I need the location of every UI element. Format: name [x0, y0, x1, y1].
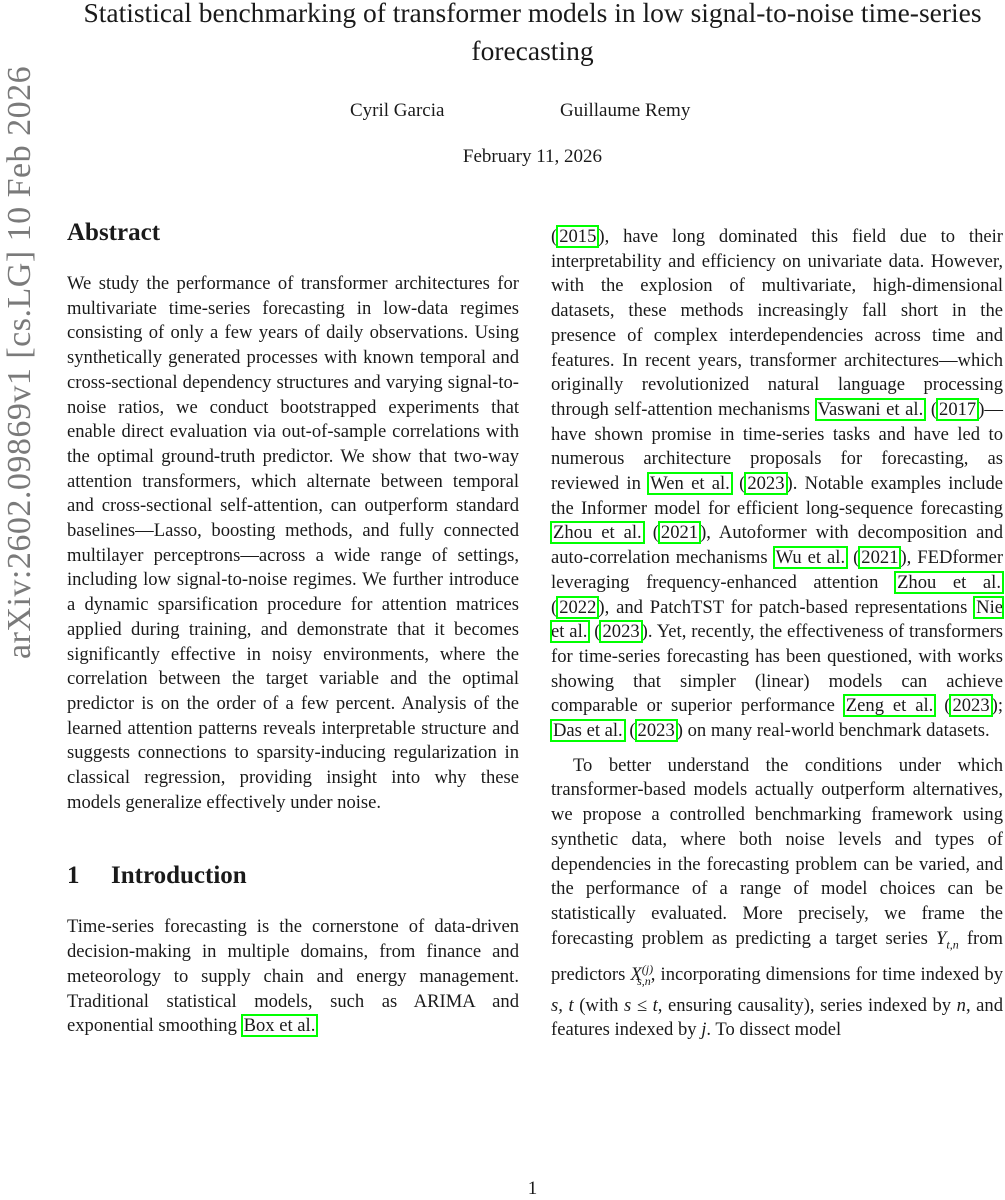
section-number: 1: [67, 862, 80, 890]
text-run: ), FEDformer leveraging frequency-enhanced attention: [551, 547, 1004, 593]
intro-paragraph: [67, 915, 519, 1039]
text-run: );: [991, 695, 1003, 717]
text-run: Time-series forecasting is the cornerstone of data-driven decision-making in multiple domains, from finance and meteorology to supply chain and energy management. Traditional statistical models, such as ARIMA and exponential smoothing: [67, 916, 519, 1037]
text-run: (with: [573, 994, 625, 1016]
citation-year-link[interactable]: 2015: [559, 226, 597, 247]
section-heading: [67, 861, 519, 891]
intro-paragraph-continued: ( 2015 ), have long dominated this field due to their interpretability and efficiency on univariate data. However, with the explosion of multivariate, high-dimensional datasets, these methods increasingly fall short in the presence of complex interdependencies across time and features. In recent years, transformer architectures—which originally revolutionized natural language processing through self-attention mechanisms Vaswani et al. ( 2017 )—have shown promise in time-series tasks and have led to numerous architecture proposals for forecasting, as reviewed in Wen et al. ( 2023 ). Notable examples include the Informer model for efficient long-sequence forecasting Zhou et al. ( 2021 ), Autoformer with decomposition and auto-correlation mechanisms Wu et al. ( 2021 ), FEDformer leveraging frequency-enhanced attention Zhou et al. ( 2022 ), and PatchTST for patch-based representations Nie et al. ( 2023 ). Yet, recently, the effectiveness of transformers for time-series forecasting has been questioned, with works showing that simpler (linear) models can achieve comparable or superior performance Zeng et al. ( 2023 ); Das et al. ( 2023 ) on many real-world benchmark datasets.: [551, 226, 1004, 742]
citation-year-link[interactable]: 2023: [637, 720, 675, 742]
text-run: , and features indexed by: [551, 994, 1004, 1041]
citation-link[interactable]: Zeng et al.: [845, 695, 934, 717]
math-st: s, t: [551, 994, 574, 1016]
abstract-text: We study the performance of transformer architectures for multivariate time-series forecasting in low-data regimes consisting of only a few years of daily observations. Using synthetically generated processes with known temporal and cross-sectional dependency structures and varying signal-to-noise ratios, we conduct bootstrapped experiments that enable direct evaluation via out-of-sample correlations with the optimal ground-truth predictor. We show that two-way attention transformers, which alternate between temporal and cross-sectional self-attention, can outperform standard baselines—Lasso, boosting methods, and fully connected multilayer perceptrons—across a wide range of settings, including low signal-to-noise regimes. We further introduce a dynamic sparsification procedure for attention matrices applied during training, and demonstrate that it becomes significantly effective in noisy environments, where the correlation between the target variable and the optimal predictor is on the order of a few percent. Analysis of the learned attention patterns reveals interpretable structure and suggests connections to sparsity-inducing regularization in classical regression, providing insight into why these models generalize effectively under noise.: [67, 273, 519, 813]
citation-link[interactable]: Zhou et al.: [897, 571, 1001, 593]
text-run: ). Notable examples include the Informer model for efficient long-sequence forecasting: [551, 473, 1004, 519]
paper-title: Statistical benchmarking of transformer models in low signal-to-noise time-series forecasting: [83, 0, 982, 66]
citation-year-link[interactable]: 2023: [747, 473, 785, 495]
math-n: n: [956, 994, 966, 1016]
math-x: $X^{(j)}_{s,n}$: [630, 962, 654, 989]
text-run: from predictors: [551, 927, 1003, 986]
math-j: j: [701, 1019, 707, 1041]
math-s-le-t: s ≤ t: [624, 994, 658, 1016]
author-list: [350, 100, 691, 122]
page-number: 1: [527, 1178, 538, 1199]
math-y: $Y_{t,n}$: [936, 927, 959, 952]
text-run: )—have shown promise in time-series tasks and have led to numerous architecture proposals for forecasting, as reviewed in: [551, 398, 1003, 495]
author-name: Guillaume Remy: [560, 100, 691, 121]
citation-link[interactable]: Wu et al.: [775, 547, 846, 569]
citation-link[interactable]: Box et al.: [243, 1015, 316, 1037]
right-column: [551, 225, 1003, 1043]
text-run: . To dissect model: [706, 1019, 842, 1041]
text-run: ), have long dominated this field due to their interpretability and efficiency on univariate data. However, with the explosion of multivariate, high-dimensional datasets, these methods increasingly fall short in the presence of complex interdependencies across time and features. In recent years, transformer architectures—which originally revolutionized natural language processing through self-attention mechanisms: [551, 226, 1003, 420]
text-run: ), Autoformer with decomposition and auto-correlation mechanisms: [551, 522, 1004, 569]
section-title: Introduction: [111, 862, 247, 890]
text-run: ) on many real-world benchmark datasets.: [676, 720, 990, 742]
citation-year-link[interactable]: 2023: [952, 695, 990, 717]
citation-year-link[interactable]: 2022: [559, 596, 597, 618]
text-run: ). Yet, recently, the effectiveness of transformers for time-series forecasting has been questioned, with works showing that simpler (linear) models can achieve comparable or superior performance: [551, 621, 1004, 717]
citation-link[interactable]: Das et al.: [553, 720, 623, 742]
left-column: [67, 218, 519, 1039]
intro-paragraph: [551, 754, 1003, 1043]
citation-link[interactable]: Zhou et al.: [553, 522, 642, 544]
text-run: ), and PatchTST for patch-based representations: [598, 596, 975, 618]
citation-link[interactable]: Wen et al.: [650, 473, 730, 495]
arxiv-identifier[interactable]: arXiv:2602.09869v1 [cs.LG] 10 Feb 2026: [1, 65, 38, 659]
author-name: Cyril Garcia: [350, 100, 445, 121]
citation-link[interactable]: Nie et al.: [551, 596, 1003, 643]
abstract-heading: Abstract: [67, 219, 161, 246]
citation-year-link[interactable]: 2021: [660, 522, 699, 544]
citation-link[interactable]: Vaswani et al.: [817, 398, 924, 420]
paper-date: February 11, 2026: [462, 146, 603, 167]
citation-year-link[interactable]: 2017: [939, 398, 977, 420]
text-run: , ensuring causality), series indexed by: [657, 994, 957, 1016]
text-run: To better understand the conditions under which transformer-based models actually outperform alternatives, we propose a controlled benchmarking framework using synthetic data, where both noise levels and types of dependencies in the forecasting problem can be varied, and the performance of a range of model choices can be statistically evaluated. More precisely, we frame the forecasting problem as predicting a target series: [551, 754, 1003, 949]
citation-year-link[interactable]: 2021: [861, 547, 899, 569]
text-run: , incorporating dimensions for time indexed by: [650, 964, 1003, 986]
citation-year-link[interactable]: 2023: [602, 621, 640, 643]
